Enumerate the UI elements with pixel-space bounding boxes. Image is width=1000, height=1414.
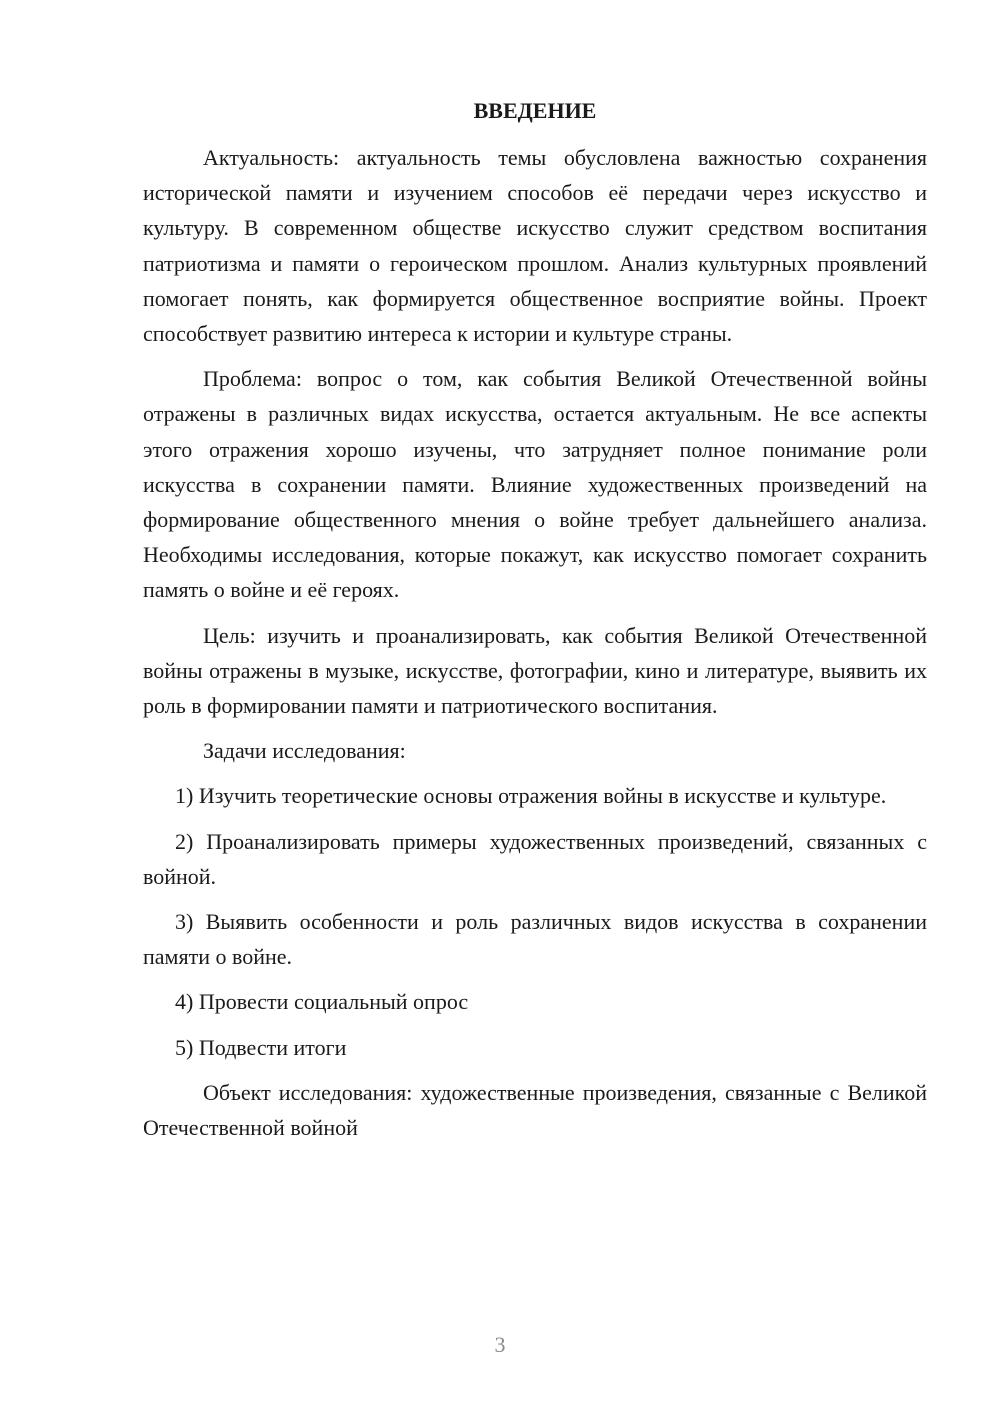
task-item: 2) Проанализировать примеры художественных произведений, связанных с войной.	[143, 828, 927, 889]
relevance-paragraph: Актуальность: актуальность темы обусловлена важностью сохранения исторической памяти и изучением способов её передачи через искусство и культуру. В современном обществе искусство служит средством воспитания патриотизма и памяти о героическом прошлом. Анализ культурных проявлений помогает понять, как формируется общественное восприятие войны. Проект способствует развитию интереса к истории и культуре страны.	[143, 145, 927, 347]
page-number: 3	[494, 1332, 506, 1357]
object-paragraph: Объект исследования: художественные произведения, связанные с Великой Отечественной войной	[143, 1079, 927, 1141]
page-title: ВВЕДЕНИЕ	[473, 98, 597, 123]
task-item: 3) Выявить особенности и роль различных видов искусства в сохранении памяти о войне.	[143, 909, 927, 970]
task-item: 4) Провести социальный опрос	[175, 989, 469, 1015]
goal-paragraph: Цель: изучить и проанализировать, как события Великой Отечественной войны отражены в музыке, искусстве, фотографии, кино и литературе, выявить их роль в формировании памяти и патриотического воспитания.	[143, 622, 927, 719]
problem-paragraph: Проблема: вопрос о том, как события Великой Отечественной войны отражены в различных видах искусства, остается актуальным. Не все аспекты этого отражения хорошо изучены, что затрудняет полное понимание роли искусства в сохранении памяти. Влияние художественных произведений на формирование общественного мнения о войне требует дальнейшего анализа. Необходимы исследования, которые покажут, как искусство помогает сохранить память о войне и её героях.	[143, 366, 927, 603]
page-content	[143, 96, 927, 1145]
task-item: 5) Подвести итоги	[175, 1034, 347, 1060]
task-item: 1) Изучить теоретические основы отражения войны в искусстве и культуре.	[175, 783, 887, 809]
tasks-heading: Задачи исследования:	[203, 738, 406, 764]
